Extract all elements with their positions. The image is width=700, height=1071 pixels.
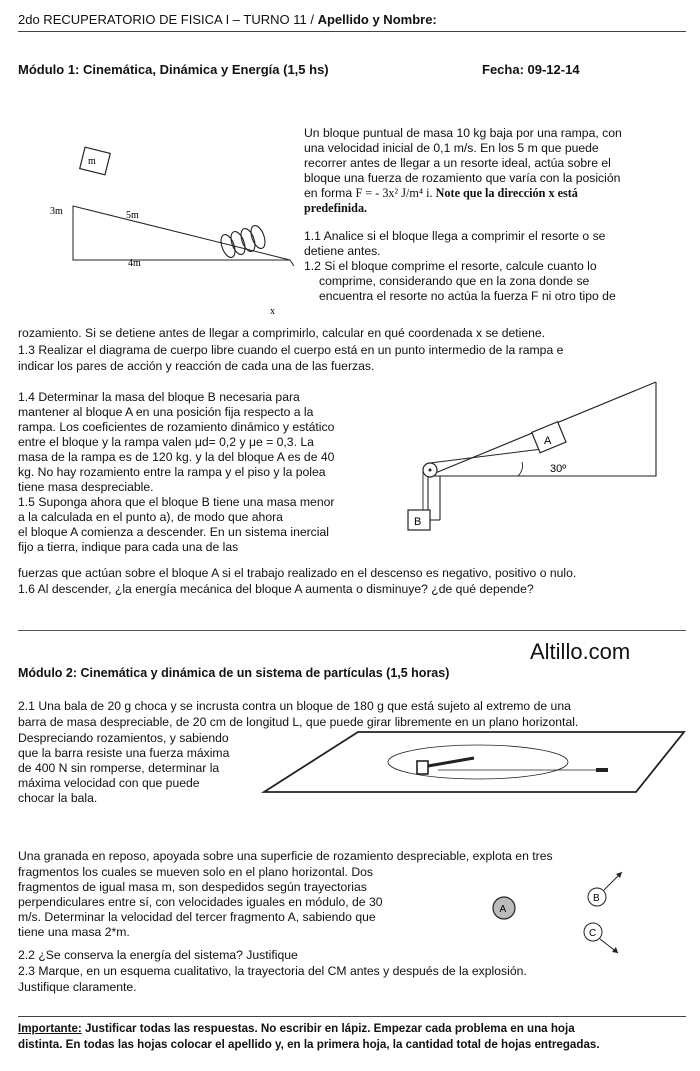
q15-end: fuerzas que actúan sobre el bloque A si el trabajo realizado en el descenso es negativo, positivo o nulo. bbox=[18, 566, 577, 580]
q14-line: mantener al bloque A en una posición fija respecto a la bbox=[18, 405, 314, 419]
footer-line1 bbox=[18, 1021, 575, 1036]
q21-line: Despreciando rozamientos, y sabiendo bbox=[18, 731, 229, 745]
problem1-intro bbox=[304, 126, 622, 304]
footer-divider bbox=[18, 1016, 686, 1017]
question-2-1-cont bbox=[18, 731, 229, 806]
question-2-1: 2.1 Una bala de 20 g choca y se incrusta contra un bloque de 180 g que está sujeto al extremo de una bbox=[18, 699, 571, 713]
force-note: Note que la dirección x está bbox=[435, 186, 578, 200]
fragments-figure bbox=[480, 860, 640, 960]
module-divider bbox=[18, 630, 686, 631]
question-1-1: 1.1 Analice si el bloque llega a comprimir el resorte o se bbox=[304, 229, 606, 243]
height-label: 3m bbox=[50, 206, 63, 217]
q15-line: a la calculada en el punto a), de modo que ahora bbox=[18, 510, 283, 524]
q14-line: kg. No hay rozamiento entre la rampa y el piso y la polea bbox=[18, 465, 326, 479]
mass-label: m bbox=[88, 156, 96, 167]
question-2-2: 2.2 ¿Se conserva la energía del sistema? Justifique bbox=[18, 948, 298, 962]
question-2-3: Justifique claramente. bbox=[18, 980, 137, 994]
grenade-line: m/s. Determinar la velocidad del tercer fragmento A, sabiendo que bbox=[18, 910, 376, 924]
angle-label: 30º bbox=[550, 463, 567, 475]
intro-line: recorrer antes de llegar a un resorte ideal, actúa sobre el bbox=[304, 156, 611, 170]
q14-line: masa de la rampa es de 120 kg. y la del bloque A es de 40 bbox=[18, 450, 335, 464]
force-prefix: en forma bbox=[304, 186, 356, 200]
exam-date: Fecha: 09-12-14 bbox=[482, 62, 580, 77]
module2-title: Módulo 2: Cinemática y dinámica de un sistema de partículas (1,5 horas) bbox=[18, 666, 450, 680]
fragment-c-label: C bbox=[589, 928, 597, 939]
q21-line: máxima velocidad con que puede bbox=[18, 776, 200, 790]
grenade-line: fragmentos los cuales se mueven solo en el plano horizontal. Dos bbox=[18, 865, 373, 879]
intro-line: bloque una fuerza de rozamiento que varía con la posición bbox=[304, 171, 621, 185]
rotating-bar-figure bbox=[260, 728, 690, 798]
question-1-2: 1.2 Si el bloque comprime el resorte, calcule cuanto lo bbox=[304, 259, 597, 273]
intro-line: Un bloque puntual de masa 10 kg baja por una rampa, con bbox=[304, 126, 622, 140]
name-label: Apellido y Nombre: bbox=[317, 12, 437, 27]
block-b-label: B bbox=[414, 516, 422, 528]
question-2-3: 2.3 Marque, en un esquema cualitativo, la trayectoria del CM antes y después de la explosión. bbox=[18, 964, 527, 978]
grenade-line: tiene una masa 2*m. bbox=[18, 925, 130, 939]
q15-line: 1.5 Suponga ahora que el bloque B tiene una masa menor bbox=[18, 495, 335, 509]
footer-line2: distinta. En todas las hojas colocar el apellido y, en la primera hoja, la cantidad total de hojas entregadas. bbox=[18, 1038, 600, 1051]
base-label: 4m bbox=[128, 258, 141, 269]
x-axis-label: x bbox=[270, 306, 275, 317]
ramp-spring-figure bbox=[40, 140, 300, 320]
intro-line: una velocidad inicial de 0,1 m/s. En los 5 m que puede bbox=[304, 141, 599, 155]
q14-line: entre el bloque y la rampa valen μd= 0,2 y μe = 0,3. La bbox=[18, 435, 314, 449]
grenade-line: fragmentos de igual masa m, son despedidos según trayectorias bbox=[18, 880, 367, 894]
block-icon bbox=[417, 761, 428, 774]
q14-line: rampa. Los coeficientes de rozamiento dinámico y estático bbox=[18, 420, 335, 434]
grenade-line: perpendiculares entre sí, con velocidades iguales en módulo, de 30 bbox=[18, 895, 383, 909]
force-note2: predefinida. bbox=[304, 201, 368, 215]
module1-title: Módulo 1: Cinemática, Dinámica y Energía (1,5 hs) bbox=[18, 62, 329, 77]
q21-line: chocar la bala. bbox=[18, 791, 98, 805]
important-label: Importante: bbox=[18, 1022, 82, 1035]
q14-line: 1.4 Determinar la masa del bloque B necesaria para bbox=[18, 390, 300, 404]
hypotenuse-label: 5m bbox=[126, 210, 139, 221]
watermark-text: Altillo.com bbox=[530, 639, 631, 664]
q14-line: tiene masa despreciable. bbox=[18, 480, 154, 494]
grenade-problem-cont bbox=[18, 865, 383, 940]
question-1-2-end: rozamiento. Si se detiene antes de llegar a comprimirlo, calcular en qué coordenada x se detiene. bbox=[18, 326, 546, 340]
exam-header bbox=[18, 12, 437, 27]
q21-line: de 400 N sin romperse, determinar la bbox=[18, 761, 220, 775]
question-1-2: encuentra el resorte no actúa la fuerza F ni otro tipo de bbox=[319, 289, 616, 303]
q15-line: el bloque A comienza a descender. En un sistema inercial bbox=[18, 525, 329, 539]
question-1-3: indicar los pares de acción y reacción de cada una de las fuerzas. bbox=[18, 359, 375, 373]
question-1-2: comprime, considerando que en la zona donde se bbox=[319, 274, 590, 288]
question-1-1: detiene antes. bbox=[304, 244, 381, 258]
block-a-label: A bbox=[544, 435, 552, 447]
question-1-3: 1.3 Realizar el diagrama de cuerpo libre cuando el cuerpo está en un punto intermedio de la rampa e bbox=[18, 343, 564, 357]
force-formula: F = - 3x² J/m⁴ i. bbox=[355, 186, 436, 200]
header-divider bbox=[18, 31, 686, 32]
force-line bbox=[304, 186, 622, 201]
grenade-problem: Una granada en reposo, apoyada sobre una superficie de rozamiento despreciable, explota en tres bbox=[18, 849, 553, 863]
bullet-icon bbox=[596, 768, 608, 772]
question-1-6: 1.6 Al descender, ¿la energía mecánica del bloque A aumenta o disminuye? ¿de qué depende? bbox=[18, 582, 534, 596]
exam-title: 2do RECUPERATORIO DE FISICA I – TURNO 11 / bbox=[18, 12, 318, 27]
fragment-a-label: A bbox=[499, 904, 507, 915]
fragment-b-label: B bbox=[593, 893, 600, 904]
q15-line: fijo a tierra, indique para cada una de las bbox=[18, 540, 239, 554]
q21-line: que la barra resiste una fuerza máxima bbox=[18, 746, 230, 760]
question-2-1: barra de masa despreciable, de 20 cm de longitud L, que puede girar libremente en un plano horizontal. bbox=[18, 715, 579, 729]
footer-text: Justificar todas las respuestas. No escribir en lápiz. Empezar cada problema en una hoja bbox=[81, 1022, 575, 1035]
incline-pulley-figure bbox=[400, 370, 670, 550]
spring-icon bbox=[218, 224, 267, 260]
problem-1-4 bbox=[18, 390, 334, 555]
